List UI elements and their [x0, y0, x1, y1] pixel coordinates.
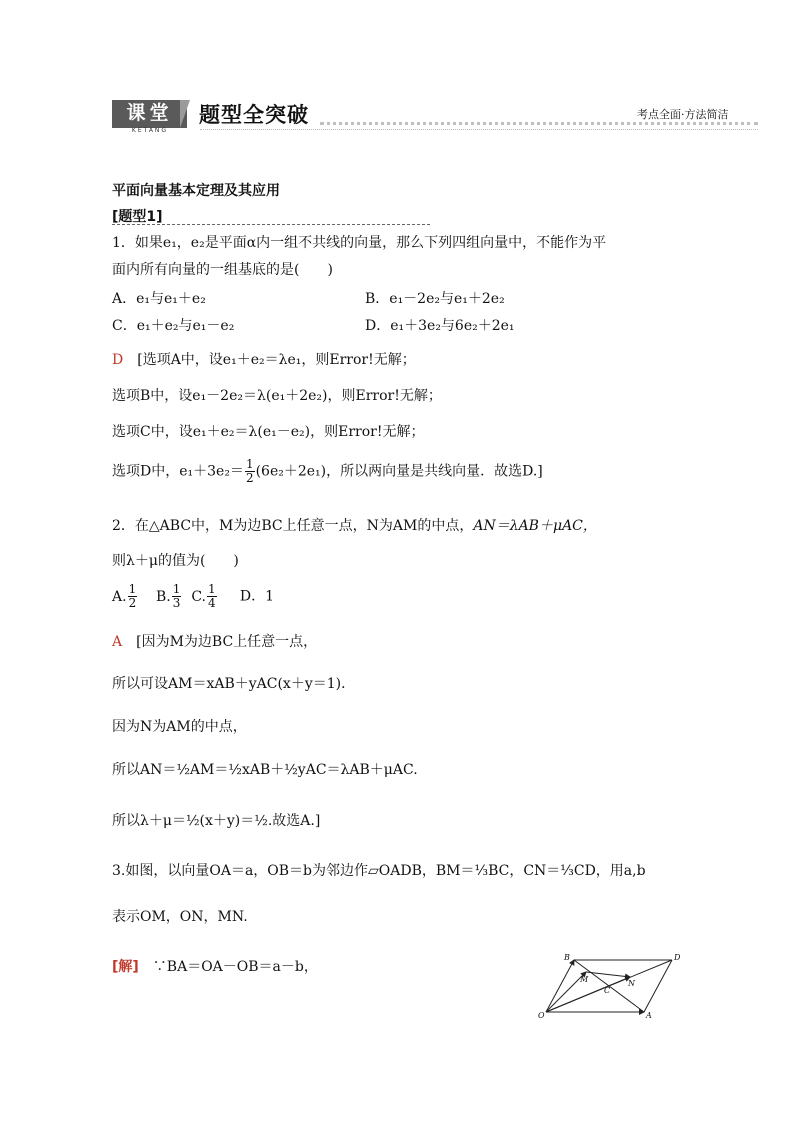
q2-stem-line2: 则λ＋μ的值为( ) [112, 553, 239, 569]
type-divider [112, 224, 430, 225]
q1-option-c: C．e₁＋e₂与e₁－e₂ [112, 318, 235, 334]
header-divider [320, 122, 758, 125]
q2-solution-line4: 所以AN＝½AM＝½xAB＋½yAC＝λAB＋μAC. [112, 762, 418, 778]
q2-option-d: D．1 [239, 588, 275, 605]
topic-heading: 平面向量基本定理及其应用 [112, 183, 280, 199]
section-badge: 课堂 [112, 100, 187, 128]
q3-solution-line1: [解] ∵BA＝OA－OB＝a－b， [112, 959, 318, 975]
badge-tail [180, 100, 190, 128]
q3-stem-line2: 表示OM，ON，MN. [112, 909, 248, 925]
q1-fraction-half: $\frac{1}{2}$ [245, 457, 254, 485]
q1-solution-line2: 选项B中，设e₁－2e₂＝λ(e₁＋2e₂)，则Error!无解； [112, 388, 442, 404]
header-divider-thin [200, 129, 758, 130]
label-n: N [628, 979, 635, 988]
badge-subtitle: KETANG [131, 127, 169, 134]
q3-solution-label: [解] [112, 959, 139, 975]
label-a: A [646, 1011, 652, 1020]
label-d: D [674, 953, 681, 962]
q2-option-b: B. $\frac{1}{3}$ [156, 582, 181, 610]
q2-option-c: C. $\frac{1}{4}$ [191, 582, 216, 610]
q1-stem-line2: 面内所有向量的一组基底的是( ) [112, 262, 333, 278]
q1-answer: D [112, 352, 124, 368]
q1-option-b: B．e₁－2e₂与e₁＋2e₂ [365, 291, 505, 307]
q2-solution-line2: 所以可设AM＝xAB＋yAC(x＋y＝1)． [112, 676, 356, 692]
label-o: O [538, 1011, 545, 1020]
q2-solution-line5: 所以λ＋μ＝½(x＋y)＝½.故选A.] [112, 813, 321, 829]
q1-solution-line4: 选项D中，e₁＋3e₂＝ $\frac{1}{2}$ (6e₂＋2e₁)，所以两向量是共线向量．故选D.] [112, 457, 543, 485]
q2-stem-line1: 2．在△ABC中，M为边BC上任意一点，N为AM的中点，AN＝λAB＋μAC， [112, 518, 597, 534]
q1-solution-line3: 选项C中，设e₁＋e₂＝λ(e₁－e₂)，则Error!无解； [112, 424, 425, 440]
parallelogram-figure [538, 950, 688, 1022]
label-m: M [580, 975, 589, 984]
q2-solution-line1: A [因为M为边BC上任意一点， [112, 634, 318, 650]
q3-stem-line1: 3.如图，以向量OA＝a，OB＝b为邻边作▱OADB，BM＝⅓BC，CN＝⅓CD，用a,b [112, 863, 646, 879]
label-c: C [604, 986, 611, 995]
q1-option-a: A．e₁与e₁＋e₂ [112, 291, 206, 307]
type-label: [题型1] [112, 209, 163, 225]
section-title: 题型全突破 [199, 103, 309, 127]
q1-solution-line1: D [选项A中，设e₁＋e₂＝λe₁，则Error!无解； [112, 352, 416, 368]
q1-option-d: D．e₁＋3e₂与6e₂＋2e₁ [365, 318, 515, 334]
q2-answer: A [112, 634, 123, 650]
label-b: B [564, 953, 570, 962]
q2-options [112, 583, 274, 610]
header-tagline: 考点全面·方法简洁 [637, 108, 729, 121]
vector-mn [586, 972, 630, 977]
q2-solution-line3: 因为N为AM的中点， [112, 719, 247, 735]
q1-stem-line1: 1．如果e₁，e₂是平面α内一组不共线的向量，那么下列四组向量中，不能作为平 [112, 235, 607, 251]
vector-ob [546, 960, 574, 1012]
q2-option-a: A. $\frac{1}{2}$ [112, 582, 137, 610]
edge-ad [644, 960, 672, 1012]
